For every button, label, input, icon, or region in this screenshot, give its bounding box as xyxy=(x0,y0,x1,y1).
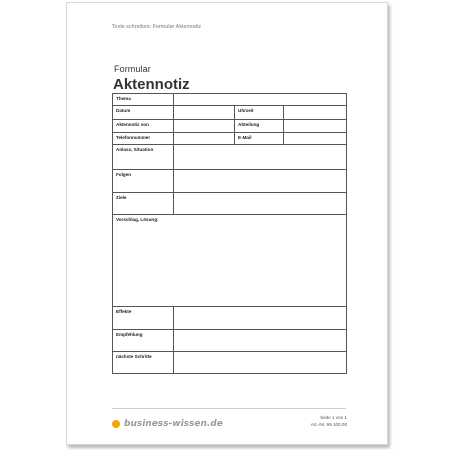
label-vorschlag: Vorschlag, Lösung: xyxy=(116,217,159,222)
field-folgen[interactable] xyxy=(174,170,347,193)
field-uhrzeit[interactable] xyxy=(284,106,347,120)
label-empfehlung: Empfehlung xyxy=(113,330,174,352)
label-thema: Thema xyxy=(113,94,174,106)
business-wissen-logo xyxy=(112,419,223,429)
field-naechste-schritte[interactable] xyxy=(174,352,347,374)
label-uhrzeit: Uhrzeit xyxy=(235,106,284,120)
field-effekte[interactable] xyxy=(174,307,347,330)
field-empfehlung[interactable] xyxy=(174,330,347,352)
header-text: Texte schreiben: Formular Aktennotiz xyxy=(112,24,202,30)
label-datum: Datum xyxy=(113,106,174,120)
label-abteilung: Abteilung xyxy=(235,120,284,133)
field-datum[interactable] xyxy=(174,106,235,120)
logo-dot-icon xyxy=(112,420,120,428)
label-naechste-schritte: nächste Schritte xyxy=(113,352,174,374)
label-anlass: Anlass, Situation xyxy=(113,145,174,170)
label-email: E-Mail xyxy=(235,133,284,145)
page-info xyxy=(311,415,347,429)
page-number: Seite 1 von 1 xyxy=(320,415,347,420)
article-number: Art.-Nr. 99.100.00 xyxy=(310,421,347,427)
field-vorschlag-loesung[interactable] xyxy=(113,215,347,307)
footer-divider xyxy=(112,408,346,409)
field-email[interactable] xyxy=(284,133,347,145)
label-effekte: Effekte xyxy=(113,307,174,330)
field-abteilung[interactable] xyxy=(284,120,347,133)
label-telefonnummer: Telefonnummer xyxy=(113,133,174,145)
label-ziele: Ziele xyxy=(113,193,174,215)
label-folgen: Folgen xyxy=(113,170,174,193)
field-telefonnummer[interactable] xyxy=(174,133,235,145)
field-aktennotiz-von[interactable] xyxy=(174,120,235,133)
field-ziele[interactable] xyxy=(174,193,347,215)
document-title: Aktennotiz xyxy=(113,76,190,93)
memo-form xyxy=(112,93,347,374)
label-aktennotiz-von: Aktennotiz von xyxy=(113,120,174,133)
document-subtitle: Formular xyxy=(114,64,151,74)
field-thema[interactable] xyxy=(174,94,347,106)
logo-text: business-wissen.de xyxy=(124,419,223,429)
document-page xyxy=(66,2,388,445)
field-anlass[interactable] xyxy=(174,145,347,170)
